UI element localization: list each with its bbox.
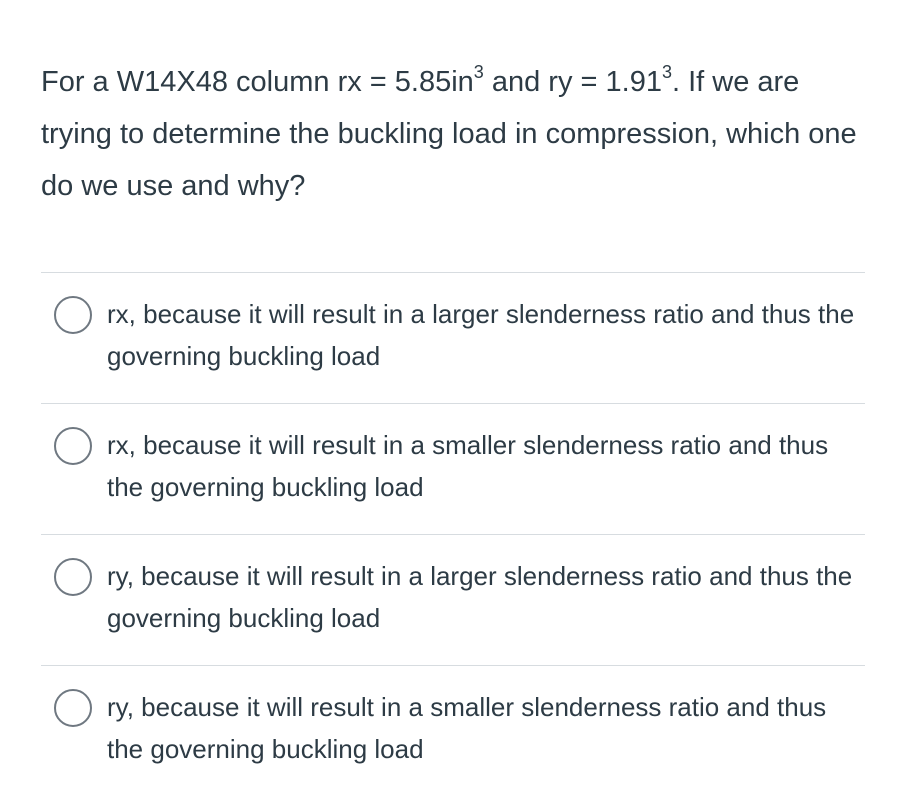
- question-part-3: . If we are trying to determine the buckling load in compression, which one do we use and why?: [41, 66, 857, 202]
- radio-button-2[interactable]: [54, 427, 92, 465]
- radio-button-3[interactable]: [54, 558, 92, 596]
- question-text: [41, 56, 861, 212]
- question-part-1: For a W14X48 column rx = 5.85in: [41, 66, 474, 98]
- answer-option-1[interactable]: [41, 272, 865, 403]
- answer-label-4[interactable]: ry, because it will result in a smaller slenderness ratio and thus the governing buckling load: [107, 692, 827, 764]
- superscript-1: 3: [473, 62, 484, 83]
- answer-option-4[interactable]: [41, 665, 865, 796]
- radio-button-1[interactable]: [54, 296, 92, 334]
- answer-list: [41, 272, 865, 796]
- superscript-2: 3: [661, 62, 672, 83]
- answer-label-3[interactable]: ry, because it will result in a larger slenderness ratio and thus the governing buckling load: [107, 561, 853, 633]
- radio-button-4[interactable]: [54, 689, 92, 727]
- answer-option-2[interactable]: [41, 403, 865, 534]
- answer-option-3[interactable]: [41, 534, 865, 665]
- answer-label-1[interactable]: rx, because it will result in a larger slenderness ratio and thus the governing buckling load: [107, 299, 855, 371]
- answer-label-2[interactable]: rx, because it will result in a smaller slenderness ratio and thus the governing buckling load: [107, 430, 829, 502]
- question-part-2: and ry = 1.91: [483, 66, 662, 98]
